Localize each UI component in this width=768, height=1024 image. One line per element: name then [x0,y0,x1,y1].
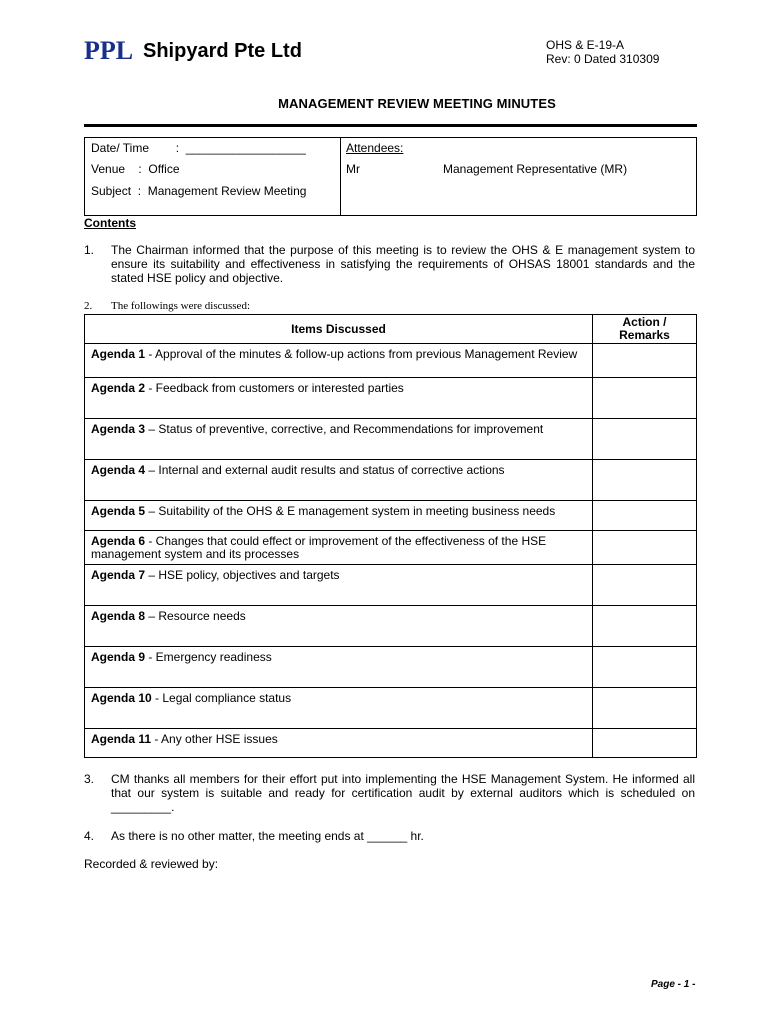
company-name: Shipyard Pte Ltd [143,40,302,62]
action-remarks-cell [593,378,697,419]
agenda-label: Agenda 4 [91,463,146,477]
agenda-text: - Emergency readiness [145,650,272,664]
agenda-item [85,729,593,758]
paragraph-4 [84,829,695,843]
agenda-label: Agenda 5 [91,504,146,518]
action-remarks-cell [593,501,697,531]
agenda-text: - Feedback from customers or interested parties [145,381,404,395]
agenda-text: – Status of preventive, corrective, and Recommendations for improvement [145,422,544,436]
paragraph-1-number: 1. [84,243,95,257]
action-remarks-cell [593,565,697,606]
attendee-role: Management Representative (MR) [443,162,628,176]
agenda-row [85,531,697,565]
recorded-by-label: Recorded & reviewed by: [84,857,219,871]
agenda-label: Agenda 7 [91,568,146,582]
items-discussed-header: Items Discussed [85,315,593,344]
paragraph-3 [84,772,695,814]
agenda-item [85,460,593,501]
agenda-item [85,419,593,460]
paragraph-2-number: 2. [84,300,93,312]
agenda-text: – HSE policy, objectives and targets [145,568,340,582]
agenda-item [85,688,593,729]
info-box-divider [340,137,341,216]
agenda-label: Agenda 6 [91,534,146,548]
action-remarks-cell [593,688,697,729]
agenda-label: Agenda 1 [91,347,146,361]
agenda-row [85,688,697,729]
action-remarks-cell [593,531,697,565]
agenda-text: – Internal and external audit results and status of corrective actions [145,463,505,477]
agenda-label: Agenda 8 [91,609,146,623]
agenda-text: - Legal compliance status [151,691,292,705]
paragraph-2 [84,300,250,312]
action-remarks-cell [593,606,697,647]
agenda-table [84,314,697,758]
action-remarks-cell [593,344,697,378]
agenda-label: Agenda 11 [91,732,152,746]
agenda-row [85,647,697,688]
document-revision: Rev: 0 Dated 310309 [546,52,660,66]
date-time-field: Date/ Time : __________________ [91,141,306,155]
agenda-row [85,606,697,647]
action-remarks-cell [593,647,697,688]
attendee-name: Mr [346,162,360,176]
agenda-label: Agenda 2 [91,381,146,395]
action-remarks-header: Action / Remarks [593,315,697,344]
action-remarks-cell [593,460,697,501]
action-remarks-cell [593,419,697,460]
paragraph-4-number: 4. [84,829,95,843]
venue-field: Venue : Office [91,162,180,176]
attendees-label: Attendees: [346,141,404,155]
agenda-item [85,501,593,531]
paragraph-1 [84,243,695,285]
document-reference [546,38,659,66]
agenda-text: – Suitability of the OHS & E management system in meeting business needs [145,504,556,518]
subject-field: Subject : Management Review Meeting [91,184,307,198]
action-remarks-cell [593,729,697,758]
agenda-item [85,647,593,688]
paragraph-3-text: CM thanks all members for their effort put into implementing the HSE Management System. He informed all that our system is suitable and ready for certification audit by external auditors which is scheduled on _________. [111,772,695,814]
paragraph-4-text: As there is no other matter, the meeting ends at ______ hr. [111,829,424,843]
page-number: Page - 1 - [651,979,696,990]
company-logo-ppl: PPL [84,36,134,65]
document-code: OHS & E-19-A [546,38,625,52]
agenda-row [85,419,697,460]
paragraph-2-text: The followings were discussed: [111,300,250,312]
agenda-row [85,460,697,501]
agenda-text: - Changes that could effect or improvement of the effectiveness of the HSE management system and its processes [91,534,547,561]
agenda-text: - Approval of the minutes & follow-up actions from previous Management Review [145,347,578,361]
paragraph-3-number: 3. [84,772,95,786]
agenda-item [85,378,593,419]
title-divider [84,124,697,127]
agenda-item [85,344,593,378]
agenda-item [85,531,593,565]
paragraph-1-text: The Chairman informed that the purpose of this meeting is to review the OHS & E management system to ensure its suitability and effectiveness in satisfying the requirements of OHSAS 18001 standards and the stated HSE policy and objective. [111,243,695,285]
agenda-row [85,378,697,419]
agenda-text: - Any other HSE issues [151,732,278,746]
agenda-item [85,565,593,606]
agenda-row [85,501,697,531]
agenda-label: Agenda 10 [91,691,152,705]
agenda-text: – Resource needs [145,609,246,623]
agenda-label: Agenda 3 [91,422,146,436]
agenda-item [85,606,593,647]
agenda-row [85,565,697,606]
agenda-row [85,729,697,758]
agenda-label: Agenda 9 [91,650,146,664]
page-title: MANAGEMENT REVIEW MEETING MINUTES [278,96,556,111]
agenda-row [85,344,697,378]
contents-heading: Contents [84,216,136,230]
